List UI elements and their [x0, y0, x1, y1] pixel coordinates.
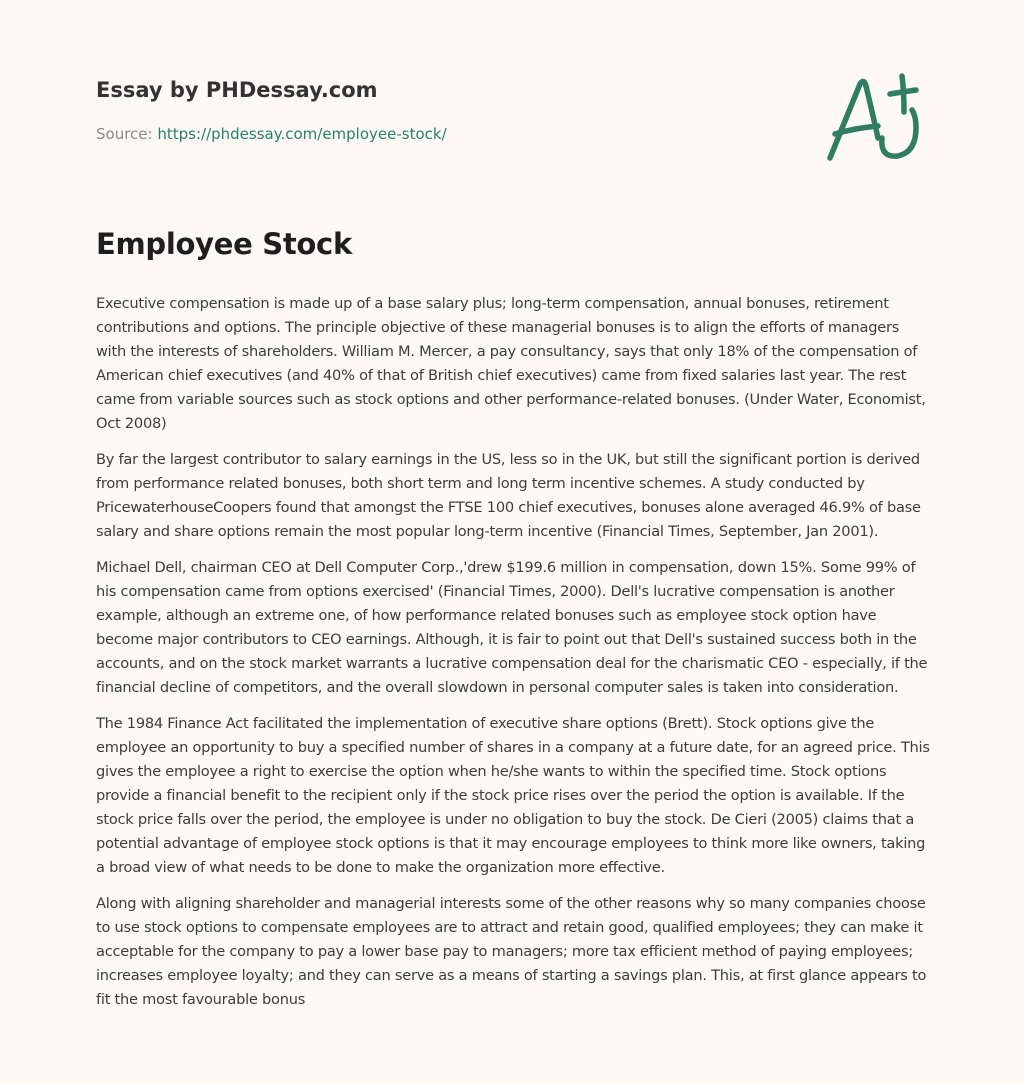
article-paragraph: Michael Dell, chairman CEO at Dell Computer Corp.,'drew $199.6 million in compensation, down 15%. Some 99% of his compensation came from options exercised' (Financial Times, 2000). Dell's lucrative compensation is another example, although an extreme one, of how performance related bonuses such as employee stock option have become major contributors to CEO earnings. Although, it is fair to point out that Dell's sustained success both in the accounts, and on the stock market warrants a lucrative compensation deal for the charismatic CEO - especially, if the financial decline of competitors, and the overall slowdown in personal computer sales is taken into consideration.	[96, 559, 928, 696]
article-paragraph: The 1984 Finance Act facilitated the implementation of executive share options (Brett). Stock options give the employee an opportunity to buy a specified number of shares in a company at a future date, for an agreed price. This gives the employee a right to exercise the option when he/she wants to within the specified time. Stock options provide a financial benefit to the recipient only if the stock price rises over the period the option is available. If the stock price falls over the period, the employee is under no obligation to buy the stock. De Cieri (2005) claims that a potential advantage of employee stock options is that it may encourage employees to think more like owners, taking a broad view of what needs to be done to make the organization more effective.	[96, 715, 930, 876]
source-label: Source:	[96, 125, 153, 143]
article-title: Employee Stock	[96, 227, 352, 261]
article-paragraph: Along with aligning shareholder and managerial interests some of the other reasons why so many companies choose to use stock options to compensate employees are to attract and retain good, qualified employees; they can make it acceptable for the company to pay a lower base pay to managers; more tax efficient method of paying employees; increases employee loyalty; and they can serve as a means of starting a savings plan. This, at first glance appears to fit the most favourable bonus	[96, 895, 927, 1008]
source-line	[96, 124, 928, 144]
page-header	[96, 76, 928, 144]
article	[96, 222, 931, 1024]
source-link[interactable]: https://phdessay.com/employee-stock/	[157, 125, 447, 143]
article-paragraph: Executive compensation is made up of a base salary plus; long-term compensation, annual bonuses, retirement contributions and options. The principle objective of these managerial bonuses is to align the efforts of managers with the interests of shareholders. William M. Mercer, a pay consultancy, says that only 18% of the compensation of American chief executives (and 40% of that of British chief executives) came from fixed salaries last year. The rest came from variable sources such as stock options and other performance-related bonuses. (Under Water, Economist, Oct 2008)	[96, 295, 926, 432]
site-title: Essay by PHDessay.com	[96, 78, 378, 102]
article-paragraph: By far the largest contributor to salary earnings in the US, less so in the UK, but still the significant portion is derived from performance related bonuses, both short term and long term incentive schemes. A study conducted by PricewaterhouseCoopers found that amongst the FTSE 100 chief executives, bonuses alone averaged 46.9% of base salary and share options remain the most popular long-term incentive (Financial Times, September, Jan 2001).	[96, 451, 921, 540]
a-plus-grade-icon	[820, 66, 930, 166]
